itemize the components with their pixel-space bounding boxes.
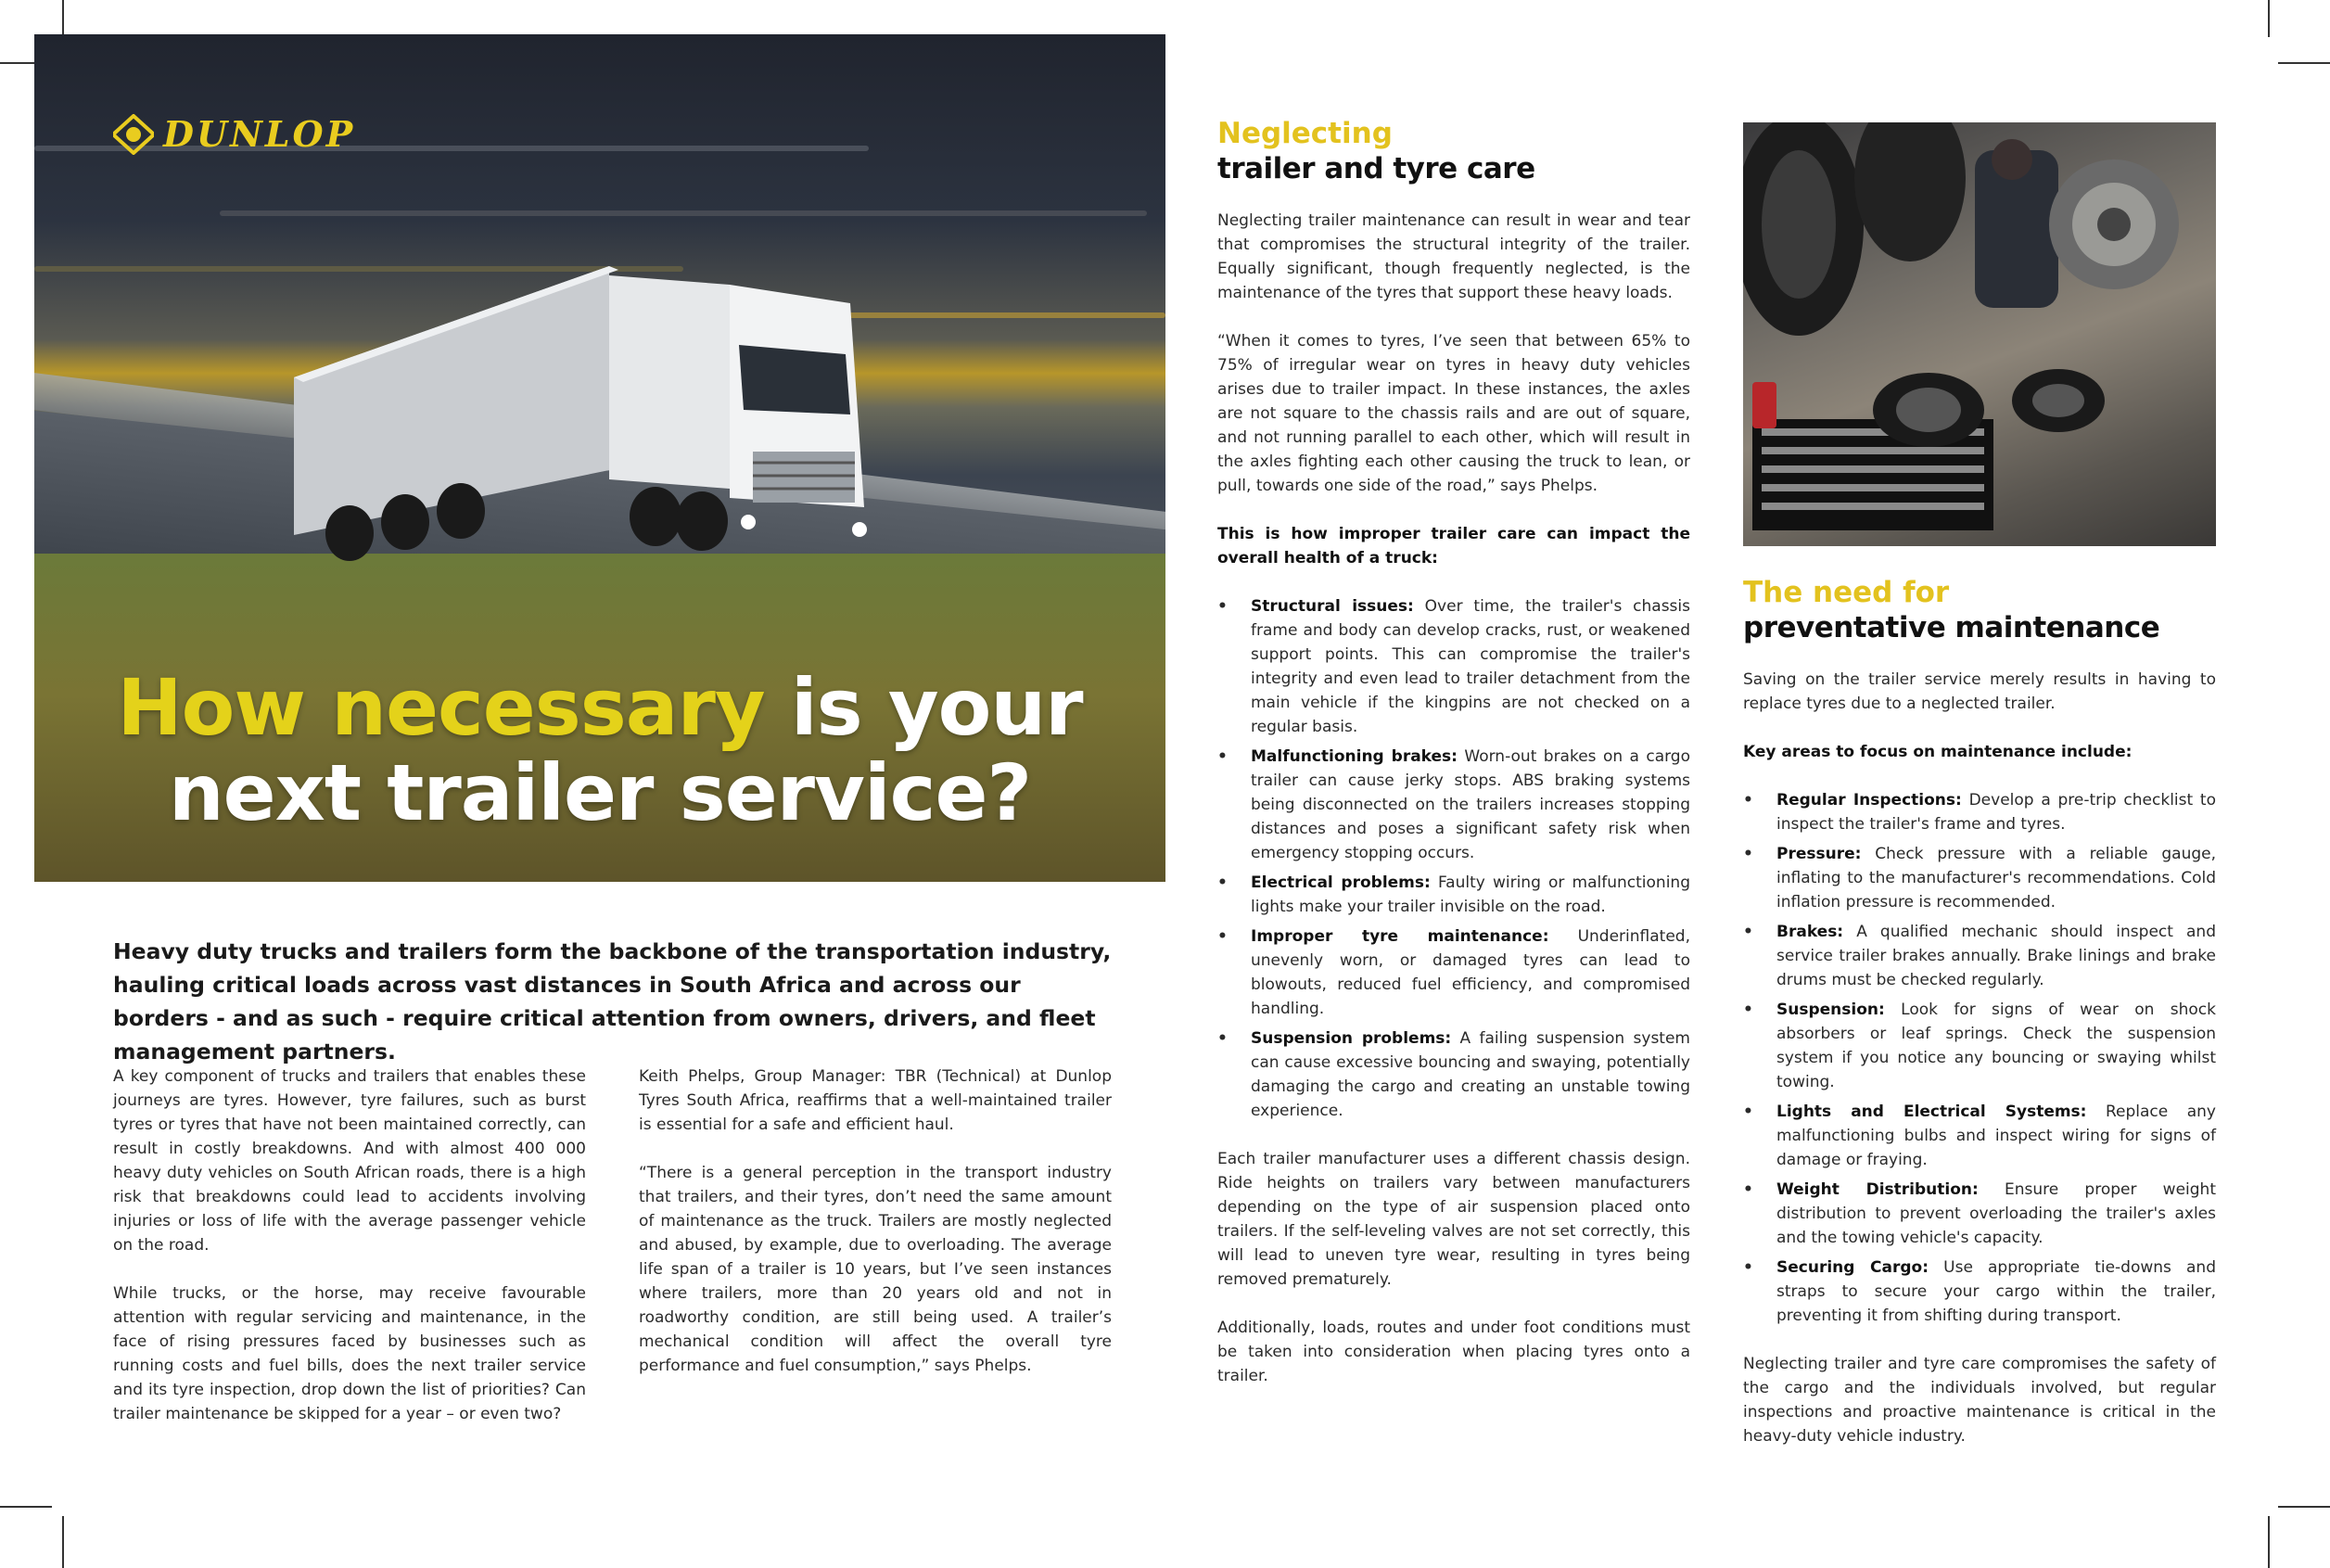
list-item: • Regular Inspections: Develop a pre-trip checklist to inspect the trailer's frame and tyres.: [1776, 788, 2216, 836]
crop-mark: [62, 0, 64, 37]
section-heading: preventative maintenance: [1743, 611, 2160, 644]
list-intro: This is how improper trailer care can impact the overall health of a truck:: [1217, 525, 1690, 567]
hero-title: [34, 662, 1165, 838]
list-item: • Weight Distribution: Ensure proper weight distribution to prevent overloading the trailer's axles and the towing vehicle's capacity.: [1776, 1178, 2216, 1250]
crop-mark: [2268, 0, 2270, 37]
mechanic-photo: [1743, 122, 2216, 546]
list-item: • Suspension problems: A failing suspension system can cause excessive bouncing and swaying, potentially damaging the cargo and creating an unstable towing experience.: [1251, 1026, 1690, 1123]
paragraph: Keith Phelps, Group Manager: TBR (Technical) at Dunlop Tyres South Africa, reaffirms that a well-maintained trailer is essential for a safe and efficient haul.: [639, 1067, 1112, 1134]
closing-paragraph: Neglecting trailer and tyre care compromises the safety of the cargo and the individuals involved, but regular inspections and proactive maintenance is critical in the heavy-duty vehicle industry.: [1743, 1355, 2216, 1446]
intro-column-2: [639, 1064, 1112, 1378]
section-heading-yellow: Neglecting: [1217, 117, 1393, 150]
hero-image: [34, 34, 1165, 882]
dunlop-logo: [113, 113, 355, 155]
crop-mark: [2278, 62, 2330, 64]
section-heading: trailer and tyre care: [1217, 152, 1535, 185]
dunlop-d-icon: [113, 114, 154, 155]
list-item: • Securing Cargo: Use appropriate tie-downs and straps to secure your cargo within the trailer, preventing it from shifting during transport.: [1776, 1256, 2216, 1328]
hero-title-line2: next trailer service?: [168, 747, 1032, 838]
intro-column-1: [113, 1064, 586, 1426]
section-heading-yellow: The need for: [1743, 576, 1950, 609]
section-preventative: [1743, 575, 2216, 1448]
brand-name: DUNLOP: [163, 113, 356, 155]
hero-title-highlight: How necessary: [117, 662, 765, 753]
list-item: • Structural issues: Over time, the trailer's chassis frame and body can develop cracks, rust, or weakened support points. This can compromise the trailer's integrity and even lead to trailer detachment from the main vehicle if the kingpins are not checked on a regular basis.: [1251, 594, 1690, 739]
list-item: • Electrical problems: Faulty wiring or malfunctioning lights make your trailer invisible on the road.: [1251, 871, 1690, 919]
list-item: • Suspension: Look for signs of wear on shock absorbers or leaf springs. Check the suspension system if you notice any bouncing or swaying whilst towing.: [1776, 998, 2216, 1094]
truck-icon: [266, 238, 971, 628]
impact-list: [1217, 594, 1690, 1123]
paragraph: “When it comes to tyres, I’ve seen that between 65% to 75% of irregular wear on tyres in heavy duty vehicles arises due to trailer impact. In these instances, the axles are not square to the chassis rails and are out of square, and not running parallel to each other, which will result in the axles fighting each other causing the truck to lean, or pull, towards one side of the road,” says Phelps.: [1217, 332, 1690, 495]
list-intro: Key areas to focus on maintenance include:: [1743, 743, 2133, 761]
paragraph: Additionally, loads, routes and under foot conditions must be taken into consideration when placing tyres onto a trailer.: [1217, 1319, 1690, 1385]
list-item: • Improper tyre maintenance: Underinflated, unevenly worn, or damaged tyres can lead to blowouts, reduced fuel efficiency, and compromised handling.: [1251, 924, 1690, 1021]
paragraph: While trucks, or the horse, may receive favourable attention with regular servicing and maintenance, in the face of rising pressures faced by businesses such as running costs and fuel bills, does the next trailer service and its tyre inspection, drop down the list of priorities? Can trailer maintenance be skipped for a year – or even two?: [113, 1284, 586, 1423]
paragraph: “There is a general perception in the transport industry that trailers, and their tyres, don’t need the same amount of maintenance as the truck. Trailers are mostly neglected and abused, by example, due to overloading. The average life span of a trailer is 10 years, but I’ve seen instances where trailers, more than 20 years old and not in roadworthy condition, are still being used. A trailer’s mechanical condition will affect the overall tyre performance and fuel consumption,” says Phelps.: [639, 1164, 1112, 1375]
hero-title-line1: is your: [764, 662, 1083, 753]
crop-mark: [2278, 1506, 2330, 1508]
crop-mark: [2268, 1516, 2270, 1568]
list-item: • Brakes: A qualified mechanic should inspect and service trailer brakes annually. Brake linings and brake drums must be checked regularly.: [1776, 920, 2216, 992]
paragraph: Saving on the trailer service merely results in having to replace tyres due to a neglected trailer.: [1743, 670, 2216, 713]
crop-mark: [0, 1506, 52, 1508]
paragraph: Each trailer manufacturer uses a different chassis design. Ride heights on trailers vary between manufacturers depending on the type of air suspension placed onto trailers. If the self-leveling valves are not set correctly, this will lead to uneven tyre wear, resulting in tyres being removed prematurely.: [1217, 1150, 1690, 1289]
section-neglecting: [1217, 116, 1690, 1388]
mechanic-brake-parts-icon: [1743, 122, 2216, 546]
list-item: • Malfunctioning brakes: Worn-out brakes on a cargo trailer can cause jerky stops. ABS braking systems being disconnected on the trailers increases stopping distances and poses a significant safety risk when emergency stopping occurs.: [1251, 745, 1690, 865]
crop-mark: [62, 1516, 64, 1568]
list-item: • Lights and Electrical Systems: Replace any malfunctioning bulbs and inspect wiring for signs of damage or fraying.: [1776, 1100, 2216, 1172]
paragraph: A key component of trucks and trailers that enables these journeys are tyres. However, tyre failures, such as burst tyres or tyres that have not been maintained correctly, can result in costly breakdowns. And with almost 400 000 heavy duty vehicles on South African roads, there is a high risk that breakdowns could lead to accidents involving injuries or loss of life with the average passenger vehicle on the road.: [113, 1067, 586, 1255]
list-item: • Pressure: Check pressure with a reliable gauge, inflating to the manufacturer's recommendations. Cold inflation pressure is recommended.: [1776, 842, 2216, 914]
maintenance-list: [1743, 788, 2216, 1328]
paragraph: Neglecting trailer maintenance can result in wear and tear that compromises the structural integrity of the trailer. Equally significant, though frequently neglected, is the maintenance of the tyres that support these heavy loads.: [1217, 211, 1690, 302]
lead-paragraph: Heavy duty trucks and trailers form the backbone of the transportation industry, hauling critical loads across vast distances in South Africa and across our borders - and as such - require critical attention from owners, drivers, and fleet management partners.: [113, 938, 1112, 1064]
